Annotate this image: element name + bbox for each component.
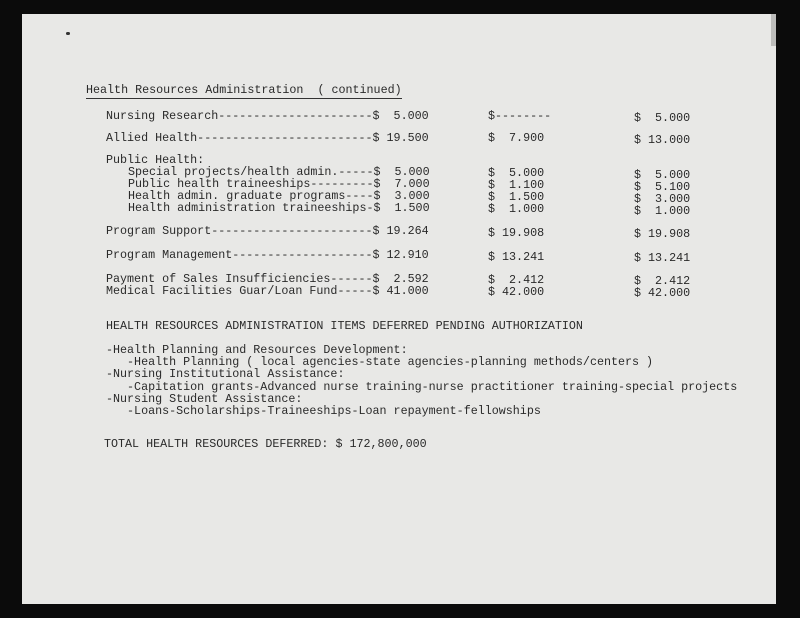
row-label: Public health traineeships---------$ 7.000 [128,177,430,191]
row-value-2: $ 1.500 [488,190,545,204]
row-label: Health admin. graduate programs----$ 3.000 [128,189,430,203]
deferred-item: -Health Planning ( local agencies-state agencies-planning methods/centers ) [106,355,654,369]
row-label: Public Health: [106,153,205,167]
deferred-item: -Health Planning and Resources Development: [106,343,408,357]
row-value-3: $ 13.241 [634,251,691,265]
row-value-3: $ 2.412 [634,274,691,288]
row-value-2: $ 13.241 [488,250,545,264]
row-label: Program Support-----------------------$ 19.264 [106,224,429,238]
row-value-3: $ 19.908 [634,227,691,241]
scan-mark [66,32,70,35]
row-label: Nursing Research----------------------$ 5.000 [106,109,429,123]
row-label: Program Management--------------------$ 12.910 [106,248,429,262]
row-value-3: $ 42.000 [634,286,691,300]
deferred-item: -Nursing Student Assistance: [106,392,303,406]
section-heading: Health Resources Administration ( continued) [86,83,402,97]
page-edge [771,14,776,46]
deferred-title: HEALTH RESOURCES ADMINISTRATION ITEMS DEFERRED PENDING AUTHORIZATION [106,319,583,333]
row-label: Health administration traineeships-$ 1.500 [128,201,430,215]
row-value-3: $ 13.000 [634,133,691,147]
row-value-2: $-------- [488,109,552,123]
row-label: Payment of Sales Insufficiencies------$ 2.592 [106,272,429,286]
row-label: Special projects/health admin.-----$ 5.000 [128,165,430,179]
row-value-3: $ 3.000 [634,192,691,206]
row-value-3: $ 1.000 [634,204,691,218]
row-label: Medical Facilities Guar/Loan Fund-----$ 41.000 [106,284,429,298]
row-value-2: $ 1.000 [488,202,545,216]
row-value-2: $ 42.000 [488,285,545,299]
row-value-2: $ 5.000 [488,166,545,180]
deferred-item: -Capitation grants-Advanced nurse training-nurse practitioner training-special projects [106,380,738,394]
row-value-3: $ 5.000 [634,111,691,125]
row-label: Allied Health-------------------------$ 19.500 [106,131,429,145]
document-page [22,14,776,604]
row-value-2: $ 19.908 [488,226,545,240]
total-deferred: TOTAL HEALTH RESOURCES DEFERRED: $ 172,800,000 [104,437,427,451]
row-value-3: $ 5.000 [634,168,691,182]
row-value-2: $ 2.412 [488,273,545,287]
deferred-item: -Nursing Institutional Assistance: [106,367,345,381]
row-value-2: $ 1.100 [488,178,545,192]
deferred-item: -Loans-Scholarships-Traineeships-Loan repayment-fellowships [106,404,541,418]
row-value-2: $ 7.900 [488,131,545,145]
row-value-3: $ 5.100 [634,180,691,194]
